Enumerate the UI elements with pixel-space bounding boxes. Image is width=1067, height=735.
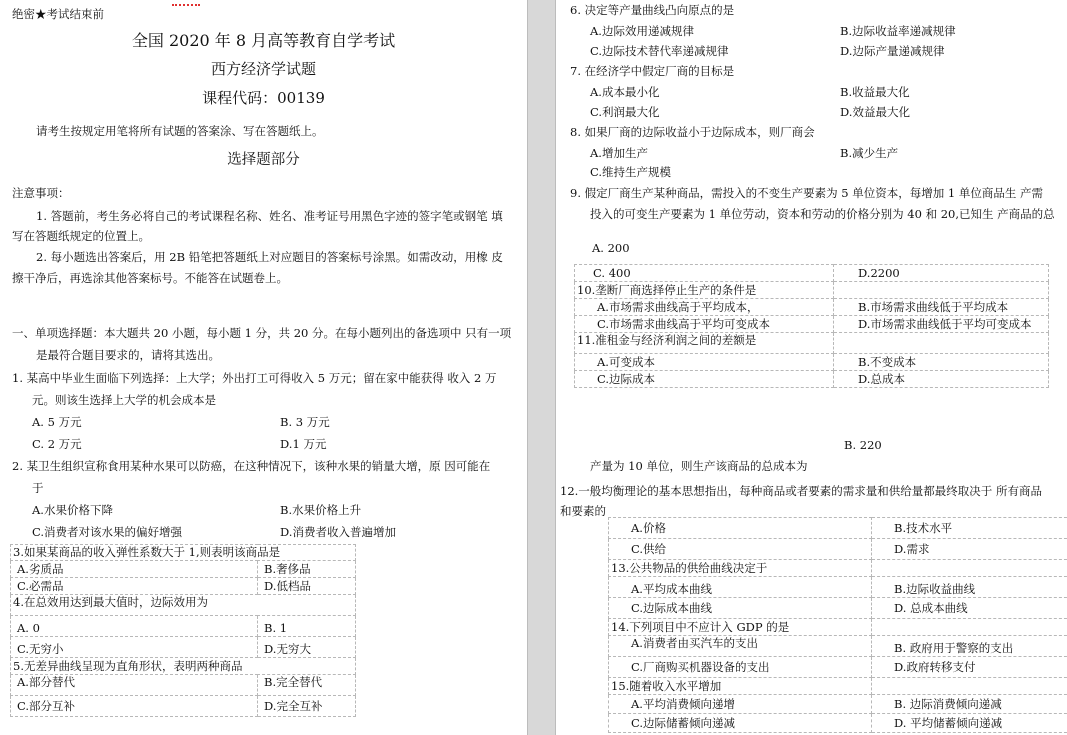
q14-stem: 14.下列项目中不应计入 GDP 的是	[609, 619, 872, 636]
q2-option-c: C.消费者对该水果的偏好增强	[32, 525, 183, 539]
q9-option-b: B. 220	[844, 438, 882, 452]
q12-stem-line-2: 和要素的	[560, 504, 606, 518]
q13-option-c: C.边际成本曲线	[609, 598, 872, 619]
q12-option-c: C.供给	[609, 539, 872, 560]
q3-option-d: D.低档品	[258, 578, 356, 595]
q10-option-c: C.市场需求曲线高于平均可变成本	[575, 316, 834, 333]
q8-option-a: A.增加生产	[590, 146, 648, 160]
q11-option-a: A.可变成本	[575, 354, 834, 371]
q14-option-c: C.厂商购买机器设备的支出	[609, 657, 872, 678]
page-gutter	[527, 0, 556, 735]
q13-stem: 13.公共物品的供给曲线决定于	[609, 560, 872, 577]
q6-option-b: B.边际收益率递减规律	[840, 24, 956, 38]
note-2-line-2: 擦干净后，再选涂其他答案标号。不能答在试题卷上。	[12, 271, 288, 285]
q1-option-d: D.1 万元	[280, 437, 327, 451]
q1-option-c: C. 2 万元	[32, 437, 82, 451]
note-1-line-1: 1. 答题前，考生务必将自己的考试课程名称、姓名、准考证号用黑色字迹的签字笔或钢笔 填	[36, 209, 503, 223]
q5-option-b: B.完全替代	[258, 675, 356, 696]
q1-stem-line-1: 1. 某高中毕业生面临下列选择：上大学；外出打工可得收入 5 万元；留在家中能获得 收入 2 万	[12, 371, 497, 385]
q5-option-c: C.部分互补	[11, 696, 258, 717]
q4-option-a: A. 0	[11, 616, 258, 637]
q1-option-b: B. 3 万元	[280, 415, 330, 429]
q7-option-b: B.收益最大化	[840, 85, 910, 99]
q14-option-d: D.政府转移支付	[872, 657, 1067, 678]
note-2-line-1: 2. 每小题选出答案后，用 2B 铅笔把答题纸上对应题目的答案标号涂黑。如需改动，用橡 皮	[36, 250, 503, 264]
q9-stem-line-2: 投入的可变生产要素为 1 单位劳动，资本和劳动的价格分别为 40 和 20,已知生 产商品的总	[590, 207, 1055, 221]
q12-option-a: A.价格	[609, 518, 872, 539]
q8-option-c: C.维持生产规模	[590, 165, 672, 179]
confidential-label: 绝密★考试结束前	[12, 7, 104, 21]
q15-option-a: A.平均消费倾向递增	[609, 695, 872, 714]
q3-option-c: C.必需品	[11, 578, 258, 595]
q5-option-d: D.完全互补	[258, 696, 356, 717]
gutter-left-edge	[527, 0, 528, 735]
q11-option-d: D.总成本	[834, 371, 1049, 388]
q3-option-b: B.奢侈品	[258, 561, 356, 578]
exam-page-1	[0, 0, 527, 735]
q6-option-d: D.边际产量递减规律	[840, 44, 945, 58]
q10-option-d: D.市场需求曲线低于平均可变成本	[834, 316, 1049, 333]
q12-stem-line-1: 12.一般均衡理论的基本思想指出，每种商品或者要素的需求量和供给量都最终取决于 所有商品	[560, 484, 1042, 498]
q8-stem: 8. 如果厂商的边际收益小于边际成本，则厂商会	[570, 125, 815, 139]
questions-12-15-table	[608, 517, 1067, 733]
q9-option-a: A. 200	[592, 241, 630, 255]
q10-option-a: A.市场需求曲线高于平均成本，	[575, 299, 834, 316]
q7-option-c: C.利润最大化	[590, 105, 660, 119]
q7-option-d: D.效益最大化	[840, 105, 910, 119]
q10-option-b: B.市场需求曲线低于平均成本	[834, 299, 1049, 316]
q2-stem-line-1: 2. 某卫生组织宣称食用某种水果可以防癌，在这种情况下，该种水果的销量大增，原 因可能在	[12, 459, 491, 473]
q2-option-a: A.水果价格下降	[32, 503, 113, 517]
q6-stem: 6. 决定等产量曲线凸向原点的是	[570, 3, 735, 17]
q6-option-c: C.边际技术替代率递减规律	[590, 44, 729, 58]
q6-option-a: A.边际效用递减规律	[590, 24, 694, 38]
q15-option-b: B. 边际消费倾向递减	[872, 695, 1067, 714]
q4-option-d: D.无穷大	[258, 637, 356, 658]
q3-stem: 3.如果某商品的收入弹性系数大于 1,则表明该商品是	[11, 545, 356, 561]
q4-option-c: C.无穷小	[11, 637, 258, 658]
part-1-heading-line-2: 是最符合题目要求的，请将其选出。	[36, 348, 220, 362]
q2-option-b: B.水果价格上升	[280, 503, 362, 517]
q9-option-d: D.2200	[834, 265, 1049, 282]
q11-option-c: C.边际成本	[575, 371, 834, 388]
q7-stem: 7. 在经济学中假定厂商的目标是	[570, 64, 735, 78]
exam-subject: 西方经济学试题	[210, 60, 316, 78]
q5-stem: 5.无差异曲线呈现为直角形状，表明两种商品	[11, 658, 356, 675]
q4-option-b: B. 1	[258, 616, 356, 637]
red-ink-mark	[172, 0, 200, 6]
exam-page-2	[556, 0, 1067, 735]
q13-option-b: B.边际收益曲线	[872, 577, 1067, 598]
notes-title: 注意事项：	[12, 186, 70, 200]
part-1-heading-line-1: 一、单项选择题：本大题共 20 小题，每小题 1 分，共 20 分。在每小题列出的备选项中 只有一项	[12, 326, 512, 340]
section-title: 选择题部分	[227, 152, 300, 168]
q2-option-d: D.消费者收入普遍增加	[280, 525, 396, 539]
q4-stem: 4.在总效用达到最大值时，边际效用为	[11, 595, 356, 616]
q1-option-a: A. 5 万元	[32, 415, 82, 429]
q13-option-a: A.平均成本曲线	[609, 577, 872, 598]
q15-option-c: C.边际储蓄倾向递减	[609, 714, 872, 733]
q14-option-a: A.消费者由买汽车的支出	[609, 636, 872, 657]
course-code: 课程代码：00139	[202, 89, 325, 107]
q15-stem: 15.随着收入水平增加	[609, 678, 872, 695]
q15-option-d: D. 平均储蓄倾向递减	[872, 714, 1067, 733]
q12-option-d: D.需求	[872, 539, 1067, 560]
q14-option-b: B. 政府用于警察的支出	[872, 636, 1067, 657]
q5-option-a: A.部分替代	[11, 675, 258, 696]
q9-stem-tail: 产量为 10 单位，则生产该商品的总成本为	[590, 459, 808, 473]
q7-option-a: A.成本最小化	[590, 85, 660, 99]
q9-option-c: C. 400	[575, 265, 834, 282]
exam-title: 全国 2020 年 8 月高等教育自学考试	[131, 31, 396, 50]
questions-3-5-table	[10, 544, 356, 717]
q8-option-b: B.减少生产	[840, 146, 899, 160]
q11-stem: 11.准租金与经济利润之间的差额是	[575, 333, 834, 354]
q10-stem: 10.垄断厂商选择停止生产的条件是	[575, 282, 834, 299]
q12-option-b: B.技术水平	[872, 518, 1067, 539]
q3-option-a: A.劣质品	[11, 561, 258, 578]
questions-9-11-table	[574, 264, 1049, 388]
q2-stem-line-2: 于	[32, 481, 44, 495]
note-1-line-2: 写在答题纸规定的位置上。	[12, 229, 150, 243]
q13-option-d: D. 总成本曲线	[872, 598, 1067, 619]
q9-stem-line-1: 9. 假定厂商生产某种商品，需投入的不变生产要素为 5 单位资本，每增加 1 单位商品生 产需	[570, 186, 1044, 200]
answer-instruction: 请考生按规定用笔将所有试题的答案涂、写在答题纸上。	[36, 124, 324, 138]
q11-option-b: B.不变成本	[834, 354, 1049, 371]
q1-stem-line-2: 元。则该生选择上大学的机会成本是	[32, 393, 216, 407]
